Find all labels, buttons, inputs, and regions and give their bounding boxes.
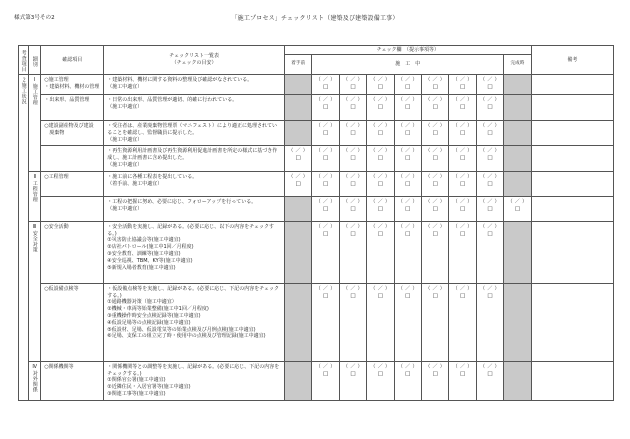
item-cell: ○施工管理 ・建築材料、機材の管理 [41,75,104,95]
checkbox[interactable]: □ [432,370,438,377]
section-cell [29,75,41,172]
header-item: 確認項目 [41,46,104,75]
header-category: 考査項目 [19,46,29,75]
progress-check-cell[interactable] [339,146,366,171]
checkbox[interactable]: □ [432,155,438,162]
check-mark: （ ／ ） [315,285,336,292]
progress-check-cell[interactable] [367,75,394,95]
header-start: 着手前 [284,55,311,75]
checkbox[interactable]: □ [432,130,438,136]
checkbox[interactable]: □ [377,130,383,136]
check-mark: （ ／ ） [370,97,391,103]
progress-check-cell[interactable] [421,121,448,146]
progress-check-cell[interactable] [421,283,448,361]
checkbox[interactable]: □ [322,292,329,299]
check-mark: （ ／ ） [343,285,363,292]
check-mark: （ ／ ） [480,173,500,180]
section-cell [29,171,41,221]
section-label: Ⅲ安全対策 [31,223,38,253]
progress-check-cell[interactable] [421,221,448,283]
completion-cell-disabled [504,361,531,400]
category-label: ２施工状況 [20,77,27,105]
start-cell-disabled [284,221,311,283]
check-mark: （ ／ ） [480,77,500,83]
completion-cell-disabled [504,221,531,283]
section-label: Ⅳ対外関係 [31,363,38,393]
checkbox[interactable]: □ [350,104,356,110]
progress-check-cell[interactable] [312,75,339,95]
start-cell-disabled [284,361,311,400]
check-mark: （ ／ ） [370,363,391,370]
checkbox[interactable]: □ [405,104,411,110]
checklist-cell: ・建築材料、機材に関する資料の整理及び確認がなされている。 （施工中適宜） [104,75,285,95]
completion-cell-disabled [504,95,531,121]
progress-check-cell[interactable] [394,361,421,400]
progress-check-cell[interactable] [394,196,421,221]
header-checklist: チェックリスト一覧表 （チェックの目安） [104,46,285,75]
progress-check-cell[interactable] [394,95,421,121]
checkbox[interactable]: □ [295,180,301,187]
progress-check-cell[interactable] [394,221,421,283]
checkbox[interactable]: □ [487,230,493,237]
progress-check-cell[interactable] [476,221,503,283]
check-mark: （ ／ ） [343,123,363,129]
remarks-cell[interactable] [531,75,613,95]
checkbox[interactable]: □ [432,292,438,299]
check-mark: （ ／ ） [315,363,336,370]
check-mark: （ ／ ） [315,77,336,83]
header-in-progress: 施 工 中 [312,55,504,75]
form-number: 様式第3号その2 [14,15,55,21]
check-mark: （ ／ ） [480,285,500,292]
checkbox[interactable]: □ [350,130,356,136]
check-mark: （ ／ ） [425,97,446,103]
progress-check-cell[interactable] [449,196,476,221]
progress-check-cell[interactable] [367,196,394,221]
item-cell [41,196,104,221]
progress-check-cell[interactable] [449,221,476,283]
progress-check-cell[interactable] [312,283,339,361]
checkbox[interactable]: □ [322,84,329,90]
checkbox[interactable]: □ [405,180,411,187]
check-mark: （ ／ ） [370,173,391,180]
page-title: 「施工プロセス」チェックリスト（建築及び建築設備工事） [231,15,399,22]
progress-check-cell[interactable] [312,361,339,400]
progress-check-cell[interactable] [476,283,503,361]
checklist-cell: ・日常の出来形、品質管理が適切、的確に行われている。 （施工中適宜） [104,95,285,121]
checkbox[interactable]: □ [295,155,301,162]
header-completion: 完成時 [504,55,531,75]
checkbox[interactable]: □ [405,370,411,377]
check-mark: （ ／ ） [480,223,500,230]
progress-check-cell[interactable] [312,121,339,146]
progress-check-cell[interactable] [449,95,476,121]
check-mark: （ ／ ） [315,97,336,103]
progress-check-cell[interactable] [339,221,366,283]
checkbox[interactable]: □ [487,84,493,90]
table-row [19,361,614,400]
item-cell: ○安全活動 [41,221,104,283]
progress-check-cell[interactable] [421,361,448,400]
checkbox[interactable]: □ [487,370,493,377]
progress-check-cell[interactable] [367,171,394,196]
progress-check-cell[interactable] [367,221,394,283]
header-check-column: チェック欄 （提示事項等） [284,46,531,55]
item-cell [41,146,104,171]
checkbox[interactable]: □ [459,292,466,299]
check-mark: （ ／ ） [397,198,418,205]
checklist-table [18,45,614,401]
start-cell-disabled [284,283,311,361]
checklist-cell: ・施工前に各種工程表を提出している。 （着手前、施工中適宜） [104,171,285,196]
check-mark: （ ／ ） [480,363,500,370]
checkbox[interactable]: □ [459,370,466,377]
checkbox[interactable]: □ [514,205,521,212]
checkbox[interactable]: □ [322,205,329,212]
remarks-cell[interactable] [531,95,613,121]
check-mark: （ ／ ） [343,173,363,180]
checkbox[interactable]: □ [487,205,493,212]
check-mark: （ ／ ） [452,285,473,292]
checkbox[interactable]: □ [459,180,466,187]
check-mark: （ ／ ） [452,77,473,83]
check-mark: （ ／ ） [507,198,528,205]
checkbox[interactable]: □ [350,155,356,162]
check-mark: （ ／ ） [370,198,391,205]
completion-cell-disabled [504,146,531,171]
checkbox[interactable]: □ [432,104,438,110]
check-mark: （ ／ ） [397,77,418,83]
check-mark: （ ／ ） [425,148,446,155]
progress-check-cell[interactable] [449,121,476,146]
check-mark: （ ／ ） [425,198,446,205]
checkbox[interactable]: □ [432,84,438,90]
checkbox[interactable]: □ [459,84,466,90]
check-mark: （ ／ ） [370,285,391,292]
check-mark: （ ／ ） [343,198,363,205]
checkbox[interactable]: □ [377,104,383,110]
progress-check-cell[interactable] [312,95,339,121]
progress-check-cell[interactable] [394,121,421,146]
completion-cell-disabled [504,75,531,95]
checkbox[interactable]: □ [377,84,383,90]
progress-check-cell[interactable] [339,196,366,221]
checkbox[interactable]: □ [377,370,383,377]
progress-check-cell[interactable] [476,361,503,400]
checkbox[interactable]: □ [377,205,383,212]
start-cell-disabled [284,75,311,95]
check-mark: （ ／ ） [315,198,336,205]
check-mark: （ ／ ） [315,223,336,230]
item-cell: ○関係機関等 [41,361,104,400]
check-mark: （ ／ ） [315,123,336,129]
progress-check-cell[interactable] [421,146,448,171]
checkbox[interactable]: □ [377,155,383,162]
progress-check-cell[interactable] [476,121,503,146]
checkbox[interactable]: □ [405,84,411,90]
table-row [19,221,614,283]
progress-check-cell[interactable] [449,146,476,171]
progress-check-cell[interactable] [367,361,394,400]
check-mark: （ ／ ） [452,123,473,129]
completion-cell-disabled [504,283,531,361]
remarks-cell[interactable] [531,361,613,400]
checkbox[interactable]: □ [459,205,466,212]
check-mark: （ ／ ） [288,173,308,180]
progress-check-cell[interactable] [449,75,476,95]
check-mark: （ ／ ） [425,285,446,292]
item-cell: ○建設副産物及び建設 廃棄物 [41,121,104,146]
progress-check-cell[interactable] [312,196,339,221]
progress-check-cell[interactable] [421,95,448,121]
check-mark: （ ／ ） [397,223,418,230]
checkbox[interactable]: □ [377,180,383,187]
check-mark: （ ／ ） [397,123,418,129]
check-mark: （ ／ ） [425,123,446,129]
check-mark: （ ／ ） [452,198,473,205]
remarks-cell[interactable] [531,171,613,196]
check-mark: （ ／ ） [452,223,473,230]
checkbox[interactable]: □ [322,104,329,110]
start-check-cell[interactable] [284,171,311,196]
check-mark: （ ／ ） [343,97,363,103]
progress-check-cell[interactable] [394,146,421,171]
checkbox[interactable]: □ [459,104,466,110]
progress-check-cell[interactable] [312,221,339,283]
check-mark: （ ／ ） [480,123,500,129]
checkbox[interactable]: □ [322,155,329,162]
header-detail: 細別 [29,46,41,75]
progress-check-cell[interactable] [421,75,448,95]
check-mark: （ ／ ） [397,285,418,292]
section-label: Ⅱ工程管理 [31,173,38,203]
check-mark: （ ／ ） [343,77,363,83]
check-mark: （ ／ ） [370,148,391,155]
table-row [19,121,614,146]
remarks-cell[interactable] [531,121,613,146]
table-row [19,146,614,171]
progress-check-cell[interactable] [367,121,394,146]
progress-check-cell[interactable] [421,171,448,196]
check-mark: （ ／ ） [315,148,336,155]
checklist-cell: ・関係機関等との調整等を実施し、記録がある。(必要に応じ、下記の内容をチェックする。) ①関係官公署(施工中適宜) ②近隣住民・入居官署等(施工中適宜) ③関連工事等(施工中適宜) [104,361,285,400]
progress-check-cell[interactable] [394,171,421,196]
progress-check-cell[interactable] [339,75,366,95]
progress-check-cell[interactable] [449,361,476,400]
checkbox[interactable]: □ [377,292,383,299]
check-mark: （ ／ ） [452,97,473,103]
completion-check-cell[interactable] [504,196,531,221]
progress-check-cell[interactable] [449,171,476,196]
checkbox[interactable]: □ [459,155,466,162]
checkbox[interactable]: □ [432,180,438,187]
remarks-cell[interactable] [531,283,613,361]
checkbox[interactable]: □ [350,292,356,299]
table-row [19,95,614,121]
checkbox[interactable]: □ [350,230,356,237]
checkbox[interactable]: □ [377,230,383,237]
checkbox[interactable]: □ [405,292,411,299]
checkbox[interactable]: □ [487,130,493,136]
check-mark: （ ／ ） [397,97,418,103]
section-cell [29,361,41,400]
check-mark: （ ／ ） [480,97,500,103]
progress-check-cell[interactable] [476,95,503,121]
check-mark: （ ／ ） [425,173,446,180]
table-row [19,283,614,361]
progress-check-cell[interactable] [367,146,394,171]
checklist-cell: ・再生資源利用計画書及び再生資源利用促進計画書を所定の様式に基づき作成し、施工計画書に含め提出した。 （施工中適宜） [104,146,285,171]
checkbox[interactable]: □ [405,230,411,237]
start-check-cell[interactable] [284,146,311,171]
progress-check-cell[interactable] [476,171,503,196]
checkbox[interactable]: □ [350,205,356,212]
checkbox[interactable]: □ [350,180,356,187]
checklist-cell: ・仮設備点検等を実施し、記録がある。(必要に応じ、下記の内容をチェックする。) ①通路機器対策（施工中適宜） ②機械・車両等始業整備(施工中1回／月程度) ③重機操作時安全点検記録等(施工中適宜) ④仮設足場等の点検記録(施工中適宜) ⑤仮設材、足場、仮設電気等の始業点検及び月例点検(施工中適宜) ⑥足場、支保工の組立完了時・使用中の点検及び管理記録(施工中適宜) [104,283,285,361]
section-cell [29,221,41,361]
check-mark: （ ／ ） [370,77,391,83]
progress-check-cell[interactable] [449,283,476,361]
check-mark: （ ／ ） [370,223,391,230]
table-row [19,196,614,221]
progress-check-cell[interactable] [339,171,366,196]
progress-check-cell[interactable] [339,121,366,146]
checkbox[interactable]: □ [405,205,411,212]
check-mark: （ ／ ） [370,123,391,129]
progress-check-cell[interactable] [339,283,366,361]
check-mark: （ ／ ） [480,198,500,205]
checklist-cell: ・安全活動を実施し、記録がある。(必要に応じ、以下の内容をチェックする。) ①災害防止協議会等(施工中適宜) ②店社パトロール(施工中1回／月程度) ③安全教育、訓練等(施工中適宜) ④安全巡視、TBM、KY等(施工中適宜) ⑤新規入場者教育(施工中適宜) [104,221,285,283]
progress-check-cell[interactable] [312,171,339,196]
remarks-cell[interactable] [531,221,613,283]
remarks-cell[interactable] [531,196,613,221]
progress-check-cell[interactable] [476,146,503,171]
checkbox[interactable]: □ [432,230,438,237]
check-mark: （ ／ ） [425,77,446,83]
check-mark: （ ／ ） [315,173,336,180]
checkbox[interactable]: □ [459,130,466,136]
checkbox[interactable]: □ [405,130,411,136]
item-cell: ○仮設備点検等 [41,283,104,361]
check-mark: （ ／ ） [397,173,418,180]
check-mark: （ ／ ） [343,223,363,230]
checklist-cell: ・受注者は、産業廃棄物管理票（マニフェスト）により適正に処理されていることを確認し、監督職員に提示した。 （施工中適宜） [104,121,285,146]
progress-check-cell[interactable] [339,361,366,400]
checklist-cell: ・工程の把握に努め、必要に応じ、フォローアップを行っている。 （施工中適宜） [104,196,285,221]
remarks-cell[interactable] [531,146,613,171]
progress-check-cell[interactable] [312,146,339,171]
progress-check-cell[interactable] [339,95,366,121]
check-mark: （ ／ ） [452,148,473,155]
progress-check-cell[interactable] [421,196,448,221]
check-mark: （ ／ ） [397,363,418,370]
check-mark: （ ／ ） [288,148,308,155]
progress-check-cell[interactable] [394,75,421,95]
progress-check-cell[interactable] [476,196,503,221]
checkbox[interactable]: □ [350,370,356,377]
checkbox[interactable]: □ [322,230,329,237]
checkbox[interactable]: □ [459,230,466,237]
check-mark: （ ／ ） [425,223,446,230]
item-cell: ・出来形、品質管理 [41,95,104,121]
check-mark: （ ／ ） [452,173,473,180]
section-label: Ⅰ施工管理 [31,77,38,106]
checkbox[interactable]: □ [322,370,329,377]
checkbox[interactable]: □ [487,180,493,187]
table-row [19,75,614,95]
checkbox[interactable]: □ [487,292,493,299]
checkbox[interactable]: □ [487,104,493,110]
category-cell [19,75,29,401]
progress-check-cell[interactable] [367,283,394,361]
start-cell-disabled [284,95,311,121]
checkbox[interactable]: □ [350,84,356,90]
progress-check-cell[interactable] [394,283,421,361]
table-row [19,171,614,196]
checkbox[interactable]: □ [487,155,493,162]
header-remarks: 備考 [531,46,613,75]
start-cell-disabled [284,196,311,221]
check-mark: （ ／ ） [425,363,446,370]
item-cell: ○工程管理 [41,171,104,196]
check-mark: （ ／ ） [480,148,500,155]
completion-cell-disabled [504,121,531,146]
check-mark: （ ／ ） [343,363,363,370]
checkbox[interactable]: □ [322,130,329,136]
check-mark: （ ／ ） [397,148,418,155]
checkbox[interactable]: □ [405,155,411,162]
check-mark: （ ／ ） [343,148,363,155]
progress-check-cell[interactable] [476,75,503,95]
start-cell-disabled [284,121,311,146]
check-mark: （ ／ ） [452,363,473,370]
completion-cell-disabled [504,171,531,196]
checkbox[interactable]: □ [322,180,329,187]
progress-check-cell[interactable] [367,95,394,121]
checkbox[interactable]: □ [432,205,438,212]
